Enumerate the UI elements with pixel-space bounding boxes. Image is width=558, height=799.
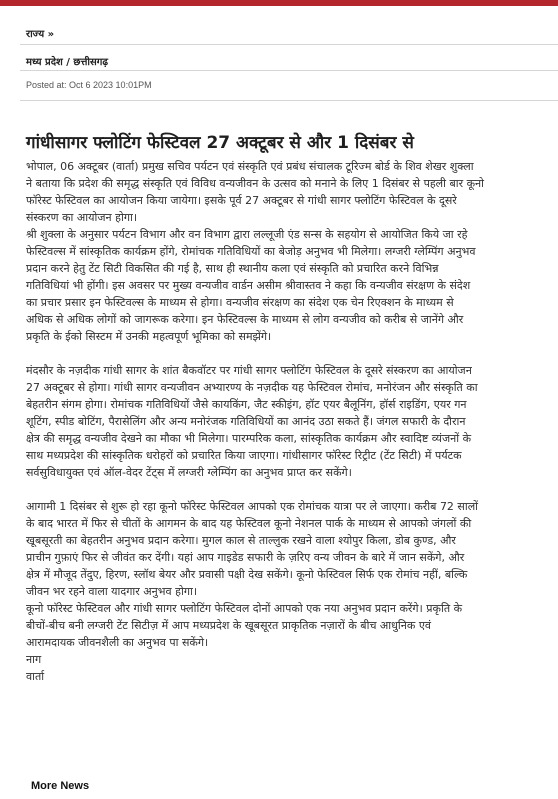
article-title: गांधीसागर फ्लोटिंग फेस्टिवल 27 अक्टूबर से और 1 दिसंबर से xyxy=(26,133,414,153)
article-line: के बाद भारत में फिर से चीतों के आगमन के बाद यह फेस्टिवल कूनो नेशनल पार्क के माध्यम से आपको जंगलों की xyxy=(26,517,472,530)
divider xyxy=(20,100,558,101)
article-line: मंदसौर के नज़दीक गांधी सागर के शांत बैकवॉटर पर गांधी सागर फ्लोटिंग फेस्टिवल के दूसरे संस्करण का आयोजन xyxy=(26,364,472,377)
article-line: गतिविधियां भी होंगी। इस अवसर पर मुख्य वन्यजीव वार्डन असीम श्रीवास्तव ने कहा कि वन्यजीव संरक्षण के संदेश xyxy=(26,279,471,292)
article-line: ने बताया कि प्रदेश की समृद्ध संस्कृति एवं विविध वन्यजीवन के उत्सव को मनाने के लिए 1 दिसंबर से पहली बार कूनो xyxy=(26,177,484,190)
article-line: खूबसूरती का बेहतरीन अनुभव प्रदान करेगा। मुगल काल से ताल्लुक रखने वाला श्योपुर किला, डोब कुण्ड, और xyxy=(26,534,456,547)
paragraph-gap xyxy=(26,481,558,498)
article-line: नाग xyxy=(26,653,42,666)
breadcrumb-category-link[interactable]: राज्य » xyxy=(26,29,55,40)
article-line: फेस्टिवल्स में सांस्कृतिक कार्यक्रम होंगे, रोमांचक गतिविधियों का बेजोड़ अनुभव भी मिलेगा। लग्जरी ग्लेम्पिंग अनुभव xyxy=(26,245,476,258)
article-line: प्रदान करने हेतु टेंट सिटी विकसित की गई है, साथ ही स्थानीय कला एवं संस्कृति को प्रचारित करने विभिन्न xyxy=(26,262,439,275)
article-line: कूनो फॉरेस्ट फेस्टिवल और गांधी सागर फ्लोटिंग फेस्टिवल दोनों आपको एक नया अनुभव प्रदान करेंगे। प्रकृति के xyxy=(26,602,463,615)
more-news-link[interactable]: More News xyxy=(31,780,90,792)
article-line: क्षेत्र की समृद्ध वन्यजीव देखने का मौका भी मिलेगा। पारम्परिक कला, सांस्कृतिक कार्यक्रम और स्वादिष्ट व्यंजनों के xyxy=(26,432,472,445)
article-line: सर्वसुविधायुक्त एवं ऑल-वेदर टेंट्स में लग्जरी ग्लेम्पिंग का अनुभव प्राप्त कर सकेंगे। xyxy=(26,466,352,479)
article-line: 27 अक्टूबर से होगा। गांधी सागर वन्यजीवन अभ्यारण्य के नज़दीक यह फेस्टिवल रोमांच, मनोरंजन और संस्कृति का xyxy=(26,381,478,394)
article-line: अधिक से अधिक लोगों को जागरूक करेगा। इन फेस्टिवल्स के माध्यम से लोग वन्यजीव को करीब से जानेंगे और xyxy=(26,313,464,326)
article-line: बीचों-बीच बनी लग्जरी टेंट सिटीज़ में आप मध्यप्रदेश के खूबसूरत प्राकृतिक नज़ारों के बीच आधुनिक एवं xyxy=(26,619,432,632)
article-body xyxy=(26,158,558,685)
top-red-bar xyxy=(0,0,558,6)
article-line: संस्करण का आयोजन होगा। xyxy=(26,211,138,224)
article-line: प्राचीन गुफ़ाएं फिर से जीवंत कर देंगी। यहां आप गाइडेड सफारी के ज़रिए वन्य जीवन के बारे में जान सकेंगे, और xyxy=(26,551,465,564)
paragraph-gap xyxy=(26,345,558,362)
article-line: आगामी 1 दिसंबर से शुरू हो रहा कूनो फॉरेस्ट फेस्टिवल आपको एक रोमांचक यात्रा पर ले जाएगा। करीब 72 सालों xyxy=(26,500,479,513)
article-line: का प्रचार प्रसार इन फेस्टिवल्स के माध्यम से होगा। वन्यजीव संरक्षण का संदेश एक चेन रिएक्शन के माध्यम से xyxy=(26,296,454,309)
posted-timestamp: Posted at: Oct 6 2023 10:01PM xyxy=(26,80,152,90)
article-line: शूटिंग, स्पीड बोटिंग, पैरासेलिंग और अन्य मनोरंजक गतिविधियों का आनंद उठा सकते हैं। जंगल सफारी के दौरान xyxy=(26,415,466,428)
article-line: आरामदायक जीवनशैली का अनुभव पा सकेंगे। xyxy=(26,636,209,649)
article-line: श्री शुक्ला के अनुसार पर्यटन विभाग और वन विभाग द्वारा लल्लूजी एंड सन्स के सहयोग से आयोजित किये जा रहे xyxy=(26,228,468,241)
article-line: क्षेत्र में मौजूद तेंदुए, हिरण, स्लॉथ बेयर और प्रवासी पक्षी देख सकेंगे। कूनो फेस्टिवल सिर्फ एक रोमांच नहीं, बल्कि xyxy=(26,568,468,581)
article-line: भोपाल, 06 अक्टूबर (वार्ता) प्रमुख सचिव पर्यटन एवं संस्कृति एवं प्रबंध संचालक टूरिज्म बोर्ड के शिव शेखर शुक्ला xyxy=(26,160,474,173)
breadcrumb-region-link[interactable]: मध्य प्रदेश / छत्तीसगढ़ xyxy=(26,57,108,68)
article-line: बेहतरीन संगम होगा। रोमांचक गतिविधियों जैसे कायकिंग, जैट स्कीइंग, हॉट एयर बैलूनिंग, हॉर्स राइडिंग, एयर गन xyxy=(26,398,467,411)
article-line: जीवन भर रहने वाला यादगार अनुभव होगा। xyxy=(26,585,198,598)
article-line: साथ मध्यप्रदेश की सांस्कृतिक धरोहरों को प्रचारित किया जाएगा। गांधीसागर फॉरेस्ट रिट्रीट (टेंट सिटी) में पर्यटक xyxy=(26,449,462,462)
article-line: फॉरेस्ट फेस्टिवल का आयोजन किया जायेगा। इसके पूर्व 27 अक्टूबर से गांधी सागर फ्लोटिंग फेस्टिवल के दूसरे xyxy=(26,194,457,207)
divider xyxy=(20,70,558,71)
article-line: वार्ता xyxy=(26,670,45,683)
article-line: प्रकृति के ईको सिस्टम में उनकी महत्वपूर्ण भूमिका को समझेंगे। xyxy=(26,330,272,343)
divider xyxy=(20,44,558,45)
